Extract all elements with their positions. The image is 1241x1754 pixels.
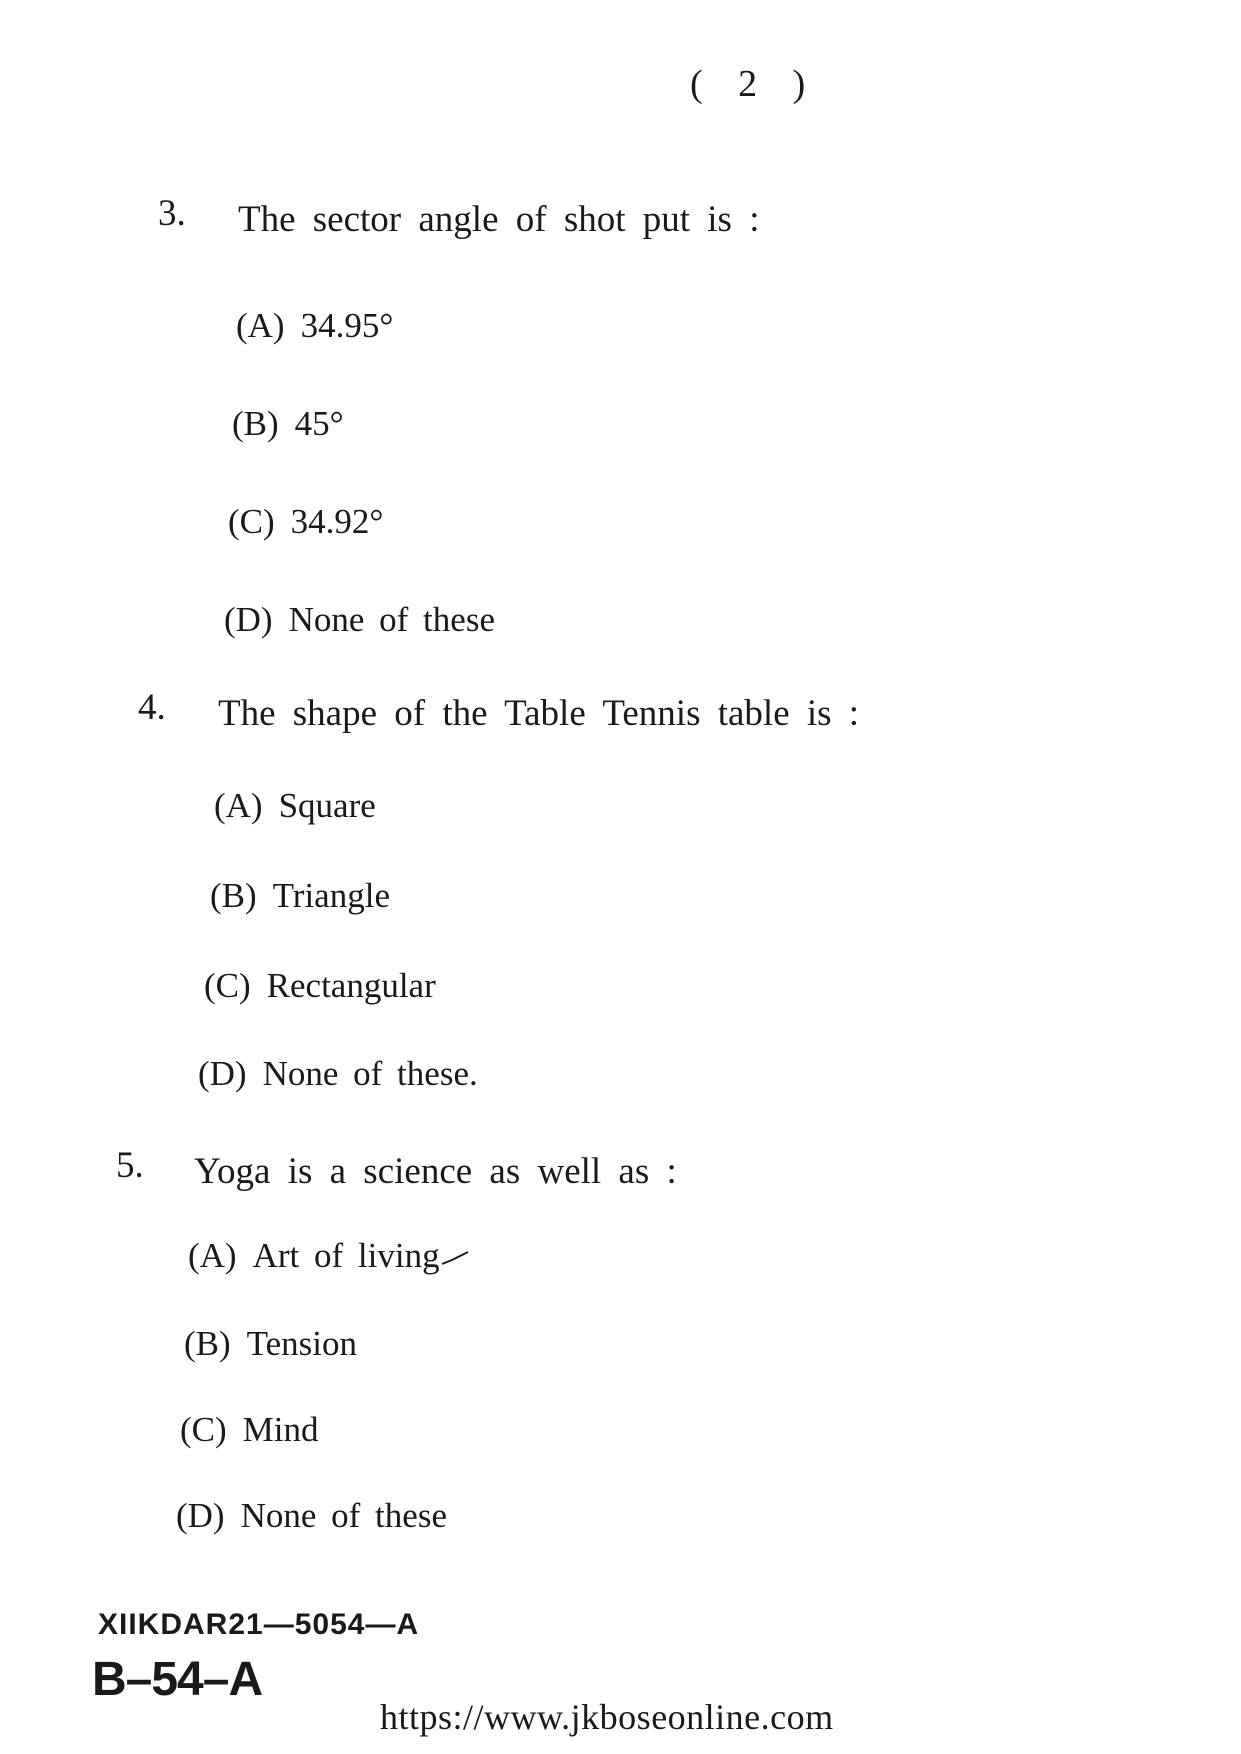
option-text: Art of living: [252, 1236, 440, 1275]
option-text: 45°: [294, 404, 344, 443]
question-text: Yoga is a science as well as :: [194, 1151, 677, 1192]
option-c: [204, 966, 436, 1006]
option-letter: (B): [184, 1324, 231, 1363]
option-letter: (D): [198, 1054, 247, 1093]
series-code: B–54–A: [92, 1653, 263, 1706]
option-letter: (C): [228, 502, 275, 541]
option-b: [184, 1324, 357, 1364]
option-letter: (A): [188, 1236, 237, 1275]
option-letter: (D): [176, 1496, 225, 1535]
option-a: [188, 1236, 470, 1276]
option-b: [210, 876, 390, 916]
question-number: 3.: [158, 193, 186, 234]
page-number: ( 2 ): [690, 63, 812, 105]
option-text: Square: [278, 786, 376, 825]
paper-code: XIIKDAR21—5054—A: [98, 1608, 420, 1641]
question-text: The shape of the Table Tennis table is :: [218, 693, 860, 734]
option-c: [180, 1410, 319, 1450]
option-text: Triangle: [272, 876, 390, 915]
option-text: Tension: [246, 1324, 357, 1363]
option-letter: (A): [214, 786, 263, 825]
option-text: Rectangular: [266, 966, 436, 1005]
option-text: None of these: [288, 600, 495, 639]
question-number: 5.: [116, 1145, 144, 1186]
option-letter: (C): [204, 966, 251, 1005]
option-text: 34.92°: [290, 502, 384, 541]
check-mark-icon: [440, 1250, 470, 1268]
option-c: [228, 502, 383, 542]
option-letter: (B): [210, 876, 257, 915]
option-a: [236, 306, 393, 346]
option-text: Mind: [242, 1410, 319, 1449]
option-letter: (A): [236, 306, 285, 345]
option-letter: (B): [232, 404, 279, 443]
option-d: [198, 1054, 478, 1094]
question-text: The sector angle of shot put is :: [238, 199, 760, 240]
option-b: [232, 404, 344, 444]
option-d: [176, 1496, 447, 1536]
option-a: [214, 786, 376, 826]
question-number: 4.: [138, 687, 166, 728]
option-text: None of these.: [262, 1054, 478, 1093]
option-text: None of these: [240, 1496, 447, 1535]
option-d: [224, 600, 495, 640]
option-text: 34.95°: [300, 306, 394, 345]
option-letter: (C): [180, 1410, 227, 1449]
source-url: https://www.jkboseonline.com: [380, 1697, 834, 1737]
option-letter: (D): [224, 600, 273, 639]
